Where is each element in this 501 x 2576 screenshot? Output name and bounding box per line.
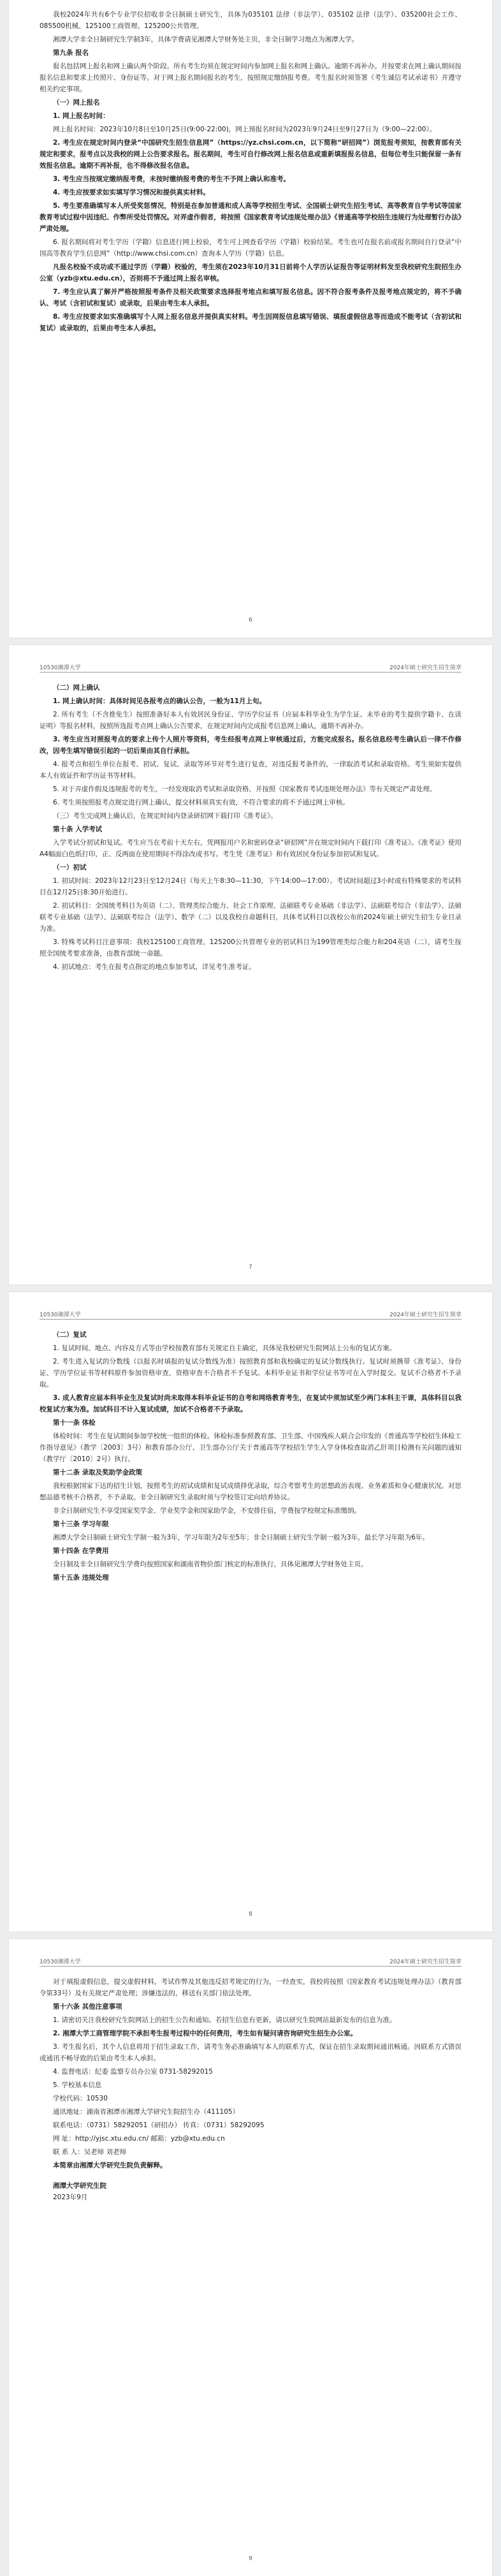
paragraph: （三）考生完成网上确认后，在规定时间内登录研招网下载打印《准考证》。	[53, 812, 277, 820]
page-body	[40, 9, 461, 336]
paragraph: 联 系 人：吴老师 刘老师	[53, 2148, 127, 2156]
paragraph: 5. 考生要准确填写本人所受奖惩情况，特别是在参加普通和成人高等学校招生考试、全国硕士研究生招生考试、高等教育自学考试等国家教育考试过程中因违纪、作弊所受处罚情况。对弄虚作假者，将按照《国家教育考试违规处理办法》《普通高等学校招生违规行为处理暂行办法》严肃处理。	[40, 202, 461, 233]
signature-line: 湘潭大学研究生院	[53, 2182, 106, 2190]
paragraph: 1. 请密切关注我校研究生院网站上的招生公告和通知。若招生信息有更新，请以研究生院网站最新发布的信息为准。	[53, 2016, 396, 2024]
signature-line: 2023年9月	[53, 2194, 88, 2201]
paragraph: 1. 复试时间、地点、内容及方式等由学校按教育部有关规定自主确定，具体见我校研究生院网站上公布的复试方案。	[53, 1344, 396, 1352]
paragraph: 5. 对于弄虚作假及违规报考的考生，一经发现取消考试和录取资格，并按照《国家教育考试违规处理办法》等有关规定严肃处理。	[53, 785, 437, 793]
section-heading: 第十条 入学考试	[53, 826, 103, 833]
page-number: 8	[249, 1911, 252, 1917]
paragraph: 通讯地址：湖南省湘潭市湘潭大学研究生院招生办（411105）	[53, 2108, 240, 2116]
paragraph: 2. 初试科目：全国统考科目为英语（二）、管理类综合能力、社会工作原理、法硕联考专业基础（非法学）、法硕联考综合（非法学）、法硕联考专业基础（法学）、法硕联考综合（法学）、数学（二）以及我校自命题科目，具体考试科目以我校公布的2024年硕士研究生招生专业目录为准。	[40, 902, 461, 933]
paragraph: 我校2024年共有6个专业学位招收非全日制硕士研究生，具体为035101 法律（非法学）、035102 法律（法学）、035200社会工作、085500机械、125100工商管理、125200公共管理。	[40, 11, 461, 30]
paragraph: 1. 网上报名时间：	[53, 112, 110, 120]
header-right: 2024年硕士研究生招生简章	[389, 1312, 461, 1318]
page-body	[40, 682, 461, 975]
signature-block	[40, 2180, 461, 2203]
page-body	[40, 1329, 461, 1585]
page-body	[40, 1976, 461, 2203]
paragraph: 湘潭大学非全日制研究生学制3年，具体学费请见湘潭大学财务处主页，非全日制学习地点为湘潭大学。	[53, 36, 359, 43]
paragraph: 凡报名校验不成功或不通过学历（学籍）校验的，考生须在2023年10月31日前将个人学历认证报告等证明材料发至我校研究生院招生办公室（yzb@xtu.edu.cn），否则将不予通过网上报名审核。	[40, 263, 461, 282]
running-header	[40, 663, 461, 673]
paragraph: 2. 考生应在规定时间内登录“中国研究生招生信息网”（https://yz.chsi.com.cn，以下简称“研招网”）浏览报考须知，按教育部有关规定和要求，报考点以及我校的网上公告要求报名。报名期间，考生可自行修改网上报名信息或重新填报报名信息，但每位考生只能保留一条有效报名信息。逾期不再补报，也不得修改报名信息。	[40, 139, 461, 170]
paragraph: 4. 监督电话：纪委 监察专员办公室 0731-58292015	[53, 2068, 213, 2076]
section-heading: 第九条 报名	[53, 49, 89, 57]
paragraph: 1. 网上确认时间：具体时间见各报考点的确认公告，一般为11月上旬。	[53, 697, 266, 705]
paragraph: 体检时间：考生在复试期间参加学校统一组织的体检。体检标准参照教育部、卫生部、中国残疾人联合会印发的《普通高等学校招生体检工作指导意见》（教学〔2003〕3号）和教育部办公厅、卫生部办公厅关于普通高等学校招生学生入学身体检查取消乙肝项目检测有关问题的通知（教学厅〔2010〕2号）执行。	[40, 1432, 461, 1463]
paragraph: （一）网上报名	[53, 99, 100, 106]
paragraph: 对于填报虚假信息，提交虚假材料，考试作弊及其他违反招考规定的行为，一经查实，我校将按照《国家教育考试违规处理办法》（教育部令第33号）及有关规定严肃处理；涉嫌违法的，移送有关部门依法处理。	[40, 1978, 461, 1997]
page-number: 7	[249, 1264, 252, 1270]
paragraph: 报名包括网上报名和网上确认两个阶段。所有考生均须在规定时间内参加网上报名和网上确认。逾期不再补办。并按要求在网上确认期间按报名信息和要求上传照片、身份证等。对于网上报名期间报名的考生，按照规定缴纳报考费。考生报名时须签署《考生诚信考试承诺书》并遵守相关约定事项。	[40, 62, 461, 93]
paragraph: 3. 考生报名后，其个人信息将用于招生录取工作，请考生务必准确填写本人的联系方式，保证在招生录取期间通讯畅通。因联系方式错误或通讯不畅导致的后果由考生本人承担。	[40, 2043, 461, 2062]
header-right: 2024年硕士研究生招生简章	[389, 1959, 461, 1965]
page-3	[9, 1292, 492, 1932]
paragraph: 4. 报考点和招生单位在报考、初试、复试、录取等环节对考生进行复查，对违反报考条件的，一律取消考试和录取资格。考生须如实提供本人有效证件和学历证书等材料。	[40, 760, 461, 780]
paragraph: 学校代码：10530	[53, 2095, 108, 2102]
section-heading: 第十三条 学习年限	[53, 1520, 109, 1528]
paragraph: 6. 报名期间将对考生学历（学籍）信息进行网上校验，考生可上网查看学历（学籍）校验结果。考生也可在报名前或报名期间自行登录“中国高等教育学生信息网”（http://www.chsi.com.cn）查询本人学历（学籍）信息。	[40, 238, 461, 258]
paragraph: 4. 考生应按要求如实填写学习情况和提供真实材料。	[53, 189, 210, 196]
paragraph: 联系电话：（0731）58292051（研招办） 传真：（0731）58292095	[53, 2121, 265, 2129]
paragraph: 5. 学校基本信息	[53, 2081, 102, 2089]
paragraph: 3. 考生应当对照报考点的要求上传个人照片等资料，考生经报考点网上审核通过后，方能完成报名。报名信息经考生确认后一律不作修改，因考生填写错误引起的一切后果由其自行承担。	[40, 736, 461, 755]
paragraph: 1. 初试时间：2023年12月23日至12月24日（每天上午8:30—11:30，下午14:00—17:00）。考试时间超过3小时或有特殊要求的考试科目在12月25日8:30开始进行。	[40, 877, 461, 896]
header-left: 10530湘潭大学	[40, 665, 81, 671]
running-header	[40, 1310, 461, 1320]
running-header	[40, 1957, 461, 1967]
paragraph: 3. 考生应当按规定缴纳报考费，未按时缴纳报考费的考生不予网上确认和准考。	[53, 175, 290, 183]
header-right: 2024年硕士研究生招生简章	[389, 665, 461, 671]
section-heading: 第十一条 体检	[53, 1419, 96, 1427]
page-4	[9, 1939, 492, 2576]
paragraph: 网上报名时间：2023年10月8日至10月25日(9:00-22:00)，网上预报名时间为2023年9月24日至9月27日为（9:00—22:00）。	[53, 126, 437, 133]
paragraph: （一）初试	[53, 864, 87, 871]
paragraph: 6. 考生须按照报考点规定进行网上确认，提交材料须真实有效，不符合要求的将不予通过网上审核。	[53, 799, 349, 806]
paragraph: （二）网上确认	[53, 684, 100, 692]
section-heading: 第十二条 录取及奖助学金政策	[53, 1469, 143, 1476]
paragraph: 8. 考生应按要求如实准确填写个人网上报名信息并提供真实材料。考生因网报信息填写错误、填报虚假信息等而造成不能考试（含初试和复试）或录取的，后果由考生本人承担。	[40, 313, 461, 332]
paragraph: 2. 所有考生（不含推免生）按照准备好本人有效居民身份证、学历学位证书（应届本科毕业生为学生证、未毕业的考生提供学籍卡、在读证明）等报名材料，按照所选报考点网上确认公告要求，在规定时间内完成报考信息网上确认，逾期不再补办。	[40, 711, 461, 730]
paragraph: 2. 湘潭大学工商管理学院不承担考生报考过程中的任何费用，考生如有疑问请咨询研究生招生办公室。	[53, 2030, 357, 2037]
paragraph: 入学考试分初试和复试。考生应当在考前十天左右，凭网报用户名和密码登录“研招网”并在规定时间内下载打印《准考证》。《准考证》使用A4幅面白色纸打印，正、反两面在使用期间不得涂改或书写。考生凭《准考证》和有效居民身份证参加初试和复试。	[40, 839, 461, 858]
paragraph: 3. 成人教育应届本科毕业生及复试时尚未取得本科毕业证书的自考和网络教育考生，在复试中须加试至少两门本科主干课，具体科目以我校复试方案为准。加试科目不计入复试成绩，加试不合格者不予录取。	[40, 1394, 461, 1413]
paragraph: （二）复试	[53, 1331, 87, 1339]
section-heading: 第十四条 在学费用	[53, 1547, 109, 1555]
paragraph: 3. 特殊考试科目注意事项：我校125100工商管理、125200公共管理专业的初试科目为199管理类综合能力和204英语（二），请考生按照全国统考要求准备，由教育部统一命题。	[40, 938, 461, 957]
paragraph: 全日制及非全日制研究生学费均按照国家和湖南省物价部门核定的标准执行，具体见湘潭大学财务处主页。	[53, 1561, 368, 1568]
paragraph: 湘潭大学全日制硕士研究生学制一般为3年，学习年限为2年至5年；非全日制硕士研究生学制一般为3年，最长学习年限为6年。	[53, 1534, 429, 1541]
page-number: 9	[249, 2556, 252, 2562]
header-left: 10530湘潭大学	[40, 1959, 81, 1965]
paragraph: 非全日制研究生不享受国家奖学金、学业奖学金和国家助学金，不安排住宿，学费按学校规定标准缴纳。	[53, 1507, 361, 1515]
section-heading: 第十五条 违规处理	[53, 1574, 109, 1582]
header-left: 10530湘潭大学	[40, 1312, 81, 1318]
paragraph: 我校根据国家下达的招生计划，按照考生的初试成绩和复试成绩择优录取，综合考察考生的思想政治表现、业务素质和身心健康状况。对思想品德考核不合格者，不予录取。非全日制研究生录取时须与学校签订定向培养协议。	[40, 1482, 461, 1501]
paragraph: 本简章由湘潭大学研究生院负责解释。	[53, 2162, 167, 2169]
page-2	[9, 645, 492, 1284]
paragraph: 网 址：http://yjsc.xtu.edu.cn/ 邮箱：yzb@xtu.edu.cn	[53, 2135, 225, 2143]
paragraph: 4. 初试地点：考生在报考点指定的地点参加考试，详见考生准考证。	[53, 963, 256, 971]
section-heading: 第十六条 其他注意事项	[53, 2003, 122, 2011]
page-number: 6	[249, 617, 252, 623]
paragraph: 2. 考生进入复试的分数线（以报名时填报的复试分数线为准）按照教育部和我校确定的复试分数线执行。复试时须携带《准考证》、身份证、学历学位证书等材料原件参加资格审查，资格审查不合格者不予复试。本科毕业证书和学位证书等可在入学时提交。复试不合格者不予录取。	[40, 1358, 461, 1388]
paragraph: 7. 考生应认真了解并严格按照报考条件及相关政策要求选择报考地点和填写报名信息。因不符合报考条件及报考地点规定的，将不予确认、考试（含初试和复试）或录取，后果由考生本人承担。	[40, 288, 461, 307]
page-1	[9, 0, 492, 637]
